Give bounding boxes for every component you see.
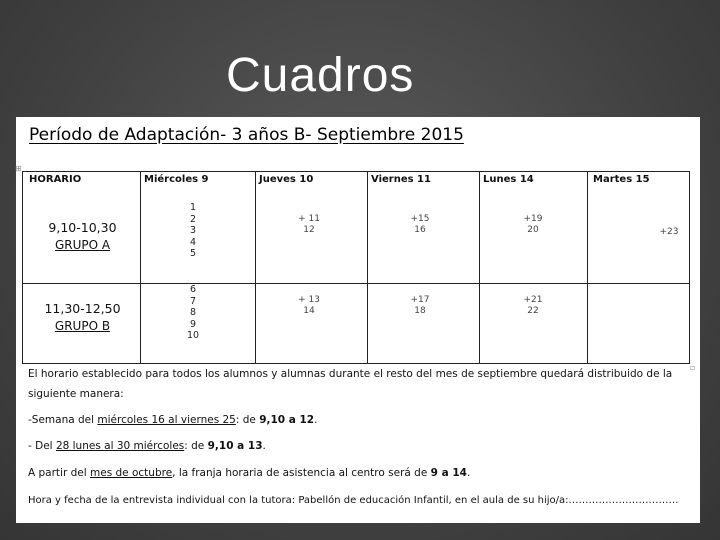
- paragraph-28-30: - Del 28 lunes al 30 miércoles: de 9,10 a 13.: [28, 440, 266, 452]
- row-a-time: 9,10-10,30: [48, 220, 117, 235]
- row-b-viernes: +17 18: [410, 295, 430, 316]
- paragraph-schedule-intro-line1: El horario establecido para todos los alumnos y alumnas durante el resto del mes de septiembre quedará distribuido de la: [28, 368, 673, 380]
- row-b-jueves: + 13 14: [298, 295, 320, 316]
- header-viernes: Viernes 11: [371, 174, 431, 185]
- row-a-martes: +23: [659, 227, 679, 237]
- row-b-group: GRUPO B: [54, 319, 111, 333]
- paragraph-week-16-25: -Semana del miércoles 16 al viernes 25: de 9,10 a 12.: [28, 414, 318, 426]
- document-image: [16, 117, 700, 523]
- row-b-numbers: 6 7 8 9 10: [186, 284, 200, 341]
- row-a-group: GRUPO A: [54, 238, 111, 252]
- row-b-time: 11,30-12,50: [44, 301, 121, 316]
- table-resize-icon: ▫: [690, 363, 696, 372]
- slide-title: Cuadros: [226, 49, 415, 102]
- schedule-table: [22, 171, 690, 364]
- row-a-jueves: + 11 12: [298, 214, 320, 235]
- paragraph-interview: Hora y fecha de la entrevista individual con la tutora: Pabellón de educación Infantil, en el aula de su hijo/a:……………………………: [28, 495, 679, 506]
- header-lunes: Lunes 14: [483, 174, 534, 185]
- paragraph-october: A partir del mes de octubre, la franja horaria de asistencia al centro será de 9 a 14.: [28, 467, 471, 479]
- paragraph-schedule-intro-line2: siguiente manera:: [28, 388, 124, 400]
- header-horario: HORARIO: [29, 174, 82, 185]
- header-martes: Martes 15: [593, 174, 650, 185]
- row-a-viernes: +15 16: [410, 214, 430, 235]
- table-anchor-icon: ⊞: [15, 164, 22, 173]
- header-miercoles: Miércoles 9: [144, 174, 209, 185]
- header-jueves: Jueves 10: [259, 174, 314, 185]
- row-a-numbers: 1 2 3 4 5: [189, 202, 197, 259]
- row-b-lunes: +21 22: [523, 295, 543, 316]
- row-a-lunes: +19 20: [523, 214, 543, 235]
- document-title: Período de Adaptación- 3 años B- Septiembre 2015: [29, 125, 464, 145]
